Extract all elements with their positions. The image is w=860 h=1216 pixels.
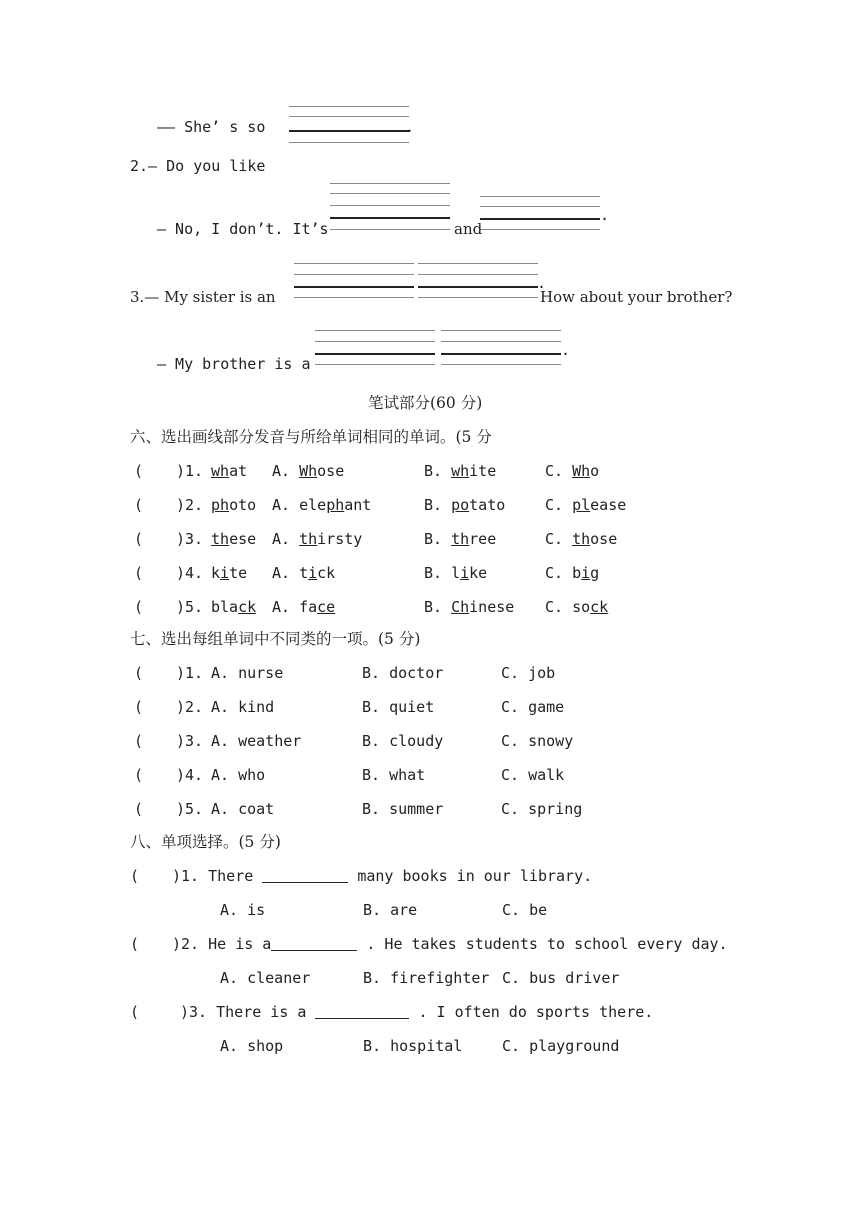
word-part: C.	[545, 530, 573, 548]
writing-lines-1	[289, 106, 409, 144]
word-part: A. fa	[272, 598, 318, 616]
q8-1-post: many books in our library.	[357, 867, 593, 885]
and-word: and	[454, 220, 483, 238]
q8-1-option-c: C. be	[502, 901, 548, 919]
writing-lines-2a	[330, 183, 450, 221]
underlined-sound: th	[572, 530, 591, 548]
s7-option-a: A. who	[211, 766, 266, 784]
section-6-title: 六、选出画线部分发音与所给单词相同的单词。(5 分	[130, 428, 492, 446]
writing-lines-4b	[441, 330, 561, 368]
word-part: B. l	[424, 564, 461, 582]
section-8-title: 八、单项选择。(5 分)	[130, 833, 281, 851]
underlined-sound: Ch	[451, 598, 470, 616]
s7-option-b: B. doctor	[362, 664, 444, 682]
underlined-sound: pl	[572, 496, 591, 514]
word-part: A. t	[272, 564, 309, 582]
word-part: ese	[229, 530, 257, 548]
writing-lines-4a	[315, 330, 435, 368]
word-part: ke	[469, 564, 488, 582]
word-part: A. ele	[272, 496, 327, 514]
answer-3: — My brother is a	[157, 355, 311, 373]
word-part: tato	[469, 496, 506, 514]
s6-row-option-b	[424, 598, 514, 616]
q8-1-option-b: B. are	[363, 901, 418, 919]
s7-option-a: A. nurse	[211, 664, 284, 682]
s7-row-number: )3.	[176, 732, 204, 750]
s6-row-option-a	[272, 598, 335, 616]
s7-option-a: A. coat	[211, 800, 275, 818]
s6-row-number: )5.	[176, 598, 204, 616]
s6-row-word	[211, 598, 256, 616]
q8-2-option-b: B. firefighter	[363, 969, 490, 987]
writing-lines-3b	[418, 263, 538, 301]
q8-2-option-a: A. cleaner	[220, 969, 311, 987]
s7-option-b: B. quiet	[362, 698, 435, 716]
question-3-follow: How about your brother?	[540, 288, 733, 306]
s6-row-word	[211, 530, 256, 548]
word-part: irsty	[317, 530, 363, 548]
s7-option-a: A. kind	[211, 698, 275, 716]
s6-row-option-c	[545, 530, 617, 548]
s6-row-paren: (	[134, 530, 144, 548]
q8-2-num: )2.	[172, 935, 200, 953]
s7-option-b: B. what	[362, 766, 426, 784]
word-part: B.	[424, 462, 452, 480]
word-part: ck	[317, 564, 336, 582]
q8-2-stem	[172, 935, 728, 953]
s6-row-option-b	[424, 564, 487, 582]
s7-row-paren: (	[134, 800, 144, 818]
s6-row-paren: (	[134, 564, 144, 582]
s6-row-option-b	[424, 530, 496, 548]
s7-row-number: )4.	[176, 766, 204, 784]
s6-row-option-c	[545, 496, 626, 514]
s6-row-option-c	[545, 598, 608, 616]
underlined-sound: i	[581, 564, 591, 582]
s6-row-option-b	[424, 496, 505, 514]
q8-3-post: . I often do sports there.	[418, 1003, 654, 1021]
underlined-sound: ck	[590, 598, 609, 616]
q8-2-pre: He is a	[208, 935, 272, 953]
period-3: .	[537, 274, 547, 292]
q8-1-paren: (	[130, 867, 140, 885]
underlined-sound: Wh	[299, 462, 318, 480]
period-4: .	[561, 341, 571, 359]
q8-2-option-c: C. bus driver	[502, 969, 620, 987]
question-2: 2.— Do you like	[130, 157, 266, 175]
word-part: C. so	[545, 598, 591, 616]
s6-row-option-c	[545, 564, 599, 582]
q8-3-stem	[180, 1003, 653, 1021]
question-3: 3.— My sister is an	[130, 288, 276, 306]
q8-1-option-a: A. is	[220, 901, 266, 919]
writing-lines-2b	[480, 196, 600, 234]
underlined-sound: th	[211, 530, 230, 548]
word-part: te	[229, 564, 248, 582]
word-part: ree	[469, 530, 497, 548]
word-part: k	[211, 564, 221, 582]
s7-option-c: C. game	[501, 698, 565, 716]
word-part: ite	[469, 462, 497, 480]
q8-2-post: . He takes students to school every day.	[366, 935, 728, 953]
word-part: ose	[590, 530, 618, 548]
period-2: .	[600, 206, 610, 224]
answer-line-1: —— She’ s so	[157, 118, 266, 136]
underlined-sound: ck	[238, 598, 257, 616]
s6-row-word	[211, 564, 247, 582]
underlined-sound: i	[308, 564, 318, 582]
underlined-sound: ph	[211, 496, 230, 514]
s7-row-paren: (	[134, 766, 144, 784]
q8-3-blank[interactable]	[315, 1004, 409, 1019]
s6-row-number: )1.	[176, 462, 204, 480]
word-part: oto	[229, 496, 257, 514]
s6-row-word	[211, 462, 247, 480]
s6-row-option-a	[272, 496, 371, 514]
s6-row-number: )3.	[176, 530, 204, 548]
word-part: ease	[590, 496, 627, 514]
q8-1-pre: There	[208, 867, 254, 885]
q8-3-option-b: B. hospital	[363, 1037, 463, 1055]
q8-1-stem	[172, 867, 592, 885]
s6-row-option-a	[272, 530, 362, 548]
s7-option-c: C. snowy	[501, 732, 574, 750]
q8-3-option-c: C. playground	[502, 1037, 620, 1055]
s7-option-a: A. weather	[211, 732, 302, 750]
word-part: A.	[272, 462, 300, 480]
word-part: bla	[211, 598, 239, 616]
q8-3-pre: There is a	[216, 1003, 307, 1021]
s7-row-paren: (	[134, 732, 144, 750]
q8-3-paren: (	[130, 1003, 140, 1021]
underlined-sound: th	[299, 530, 318, 548]
s7-option-c: C. job	[501, 664, 556, 682]
s6-row-option-c	[545, 462, 599, 480]
word-part: B.	[424, 496, 452, 514]
s6-row-word	[211, 496, 256, 514]
s6-row-option-a	[272, 564, 335, 582]
word-part: g	[590, 564, 600, 582]
s7-row-number: )2.	[176, 698, 204, 716]
s7-row-number: )5.	[176, 800, 204, 818]
s6-row-option-a	[272, 462, 344, 480]
s7-option-c: C. spring	[501, 800, 583, 818]
word-part: at	[229, 462, 248, 480]
s7-row-paren: (	[134, 664, 144, 682]
word-part: A.	[272, 530, 300, 548]
underlined-sound: ph	[326, 496, 345, 514]
answer-2: — No, I don’t. It’s	[157, 220, 329, 238]
word-part: ant	[344, 496, 372, 514]
s6-row-paren: (	[134, 496, 144, 514]
s6-row-number: )4.	[176, 564, 204, 582]
s6-row-option-b	[424, 462, 496, 480]
period-1: .	[405, 118, 415, 136]
s7-option-c: C. walk	[501, 766, 565, 784]
q8-3-option-a: A. shop	[220, 1037, 284, 1055]
word-part: C. b	[545, 564, 582, 582]
word-part: B.	[424, 530, 452, 548]
underlined-sound: po	[451, 496, 470, 514]
section-7-title: 七、选出每组单词中不同类的一项。(5 分)	[130, 630, 421, 648]
underlined-sound: i	[460, 564, 470, 582]
s6-row-paren: (	[134, 462, 144, 480]
s7-row-paren: (	[134, 698, 144, 716]
word-part: C.	[545, 496, 573, 514]
underlined-sound: th	[451, 530, 470, 548]
q8-1-num: )1.	[172, 867, 200, 885]
word-part: B.	[424, 598, 452, 616]
q8-3-num: )3.	[180, 1003, 208, 1021]
s6-row-paren: (	[134, 598, 144, 616]
word-part: ose	[317, 462, 345, 480]
underlined-sound: wh	[451, 462, 470, 480]
writing-lines-3a	[294, 263, 414, 301]
written-part-title: 笔试部分(60 分)	[368, 394, 483, 412]
q8-1-blank[interactable]	[262, 868, 348, 883]
s6-row-number: )2.	[176, 496, 204, 514]
q8-2-paren: (	[130, 935, 140, 953]
s7-option-b: B. summer	[362, 800, 444, 818]
s7-option-b: B. cloudy	[362, 732, 444, 750]
underlined-sound: Wh	[572, 462, 591, 480]
underlined-sound: ce	[317, 598, 336, 616]
word-part: o	[590, 462, 600, 480]
word-part: inese	[469, 598, 515, 616]
s7-row-number: )1.	[176, 664, 204, 682]
word-part: C.	[545, 462, 573, 480]
underlined-sound: wh	[211, 462, 230, 480]
underlined-sound: i	[220, 564, 230, 582]
q8-2-blank[interactable]	[271, 936, 357, 951]
